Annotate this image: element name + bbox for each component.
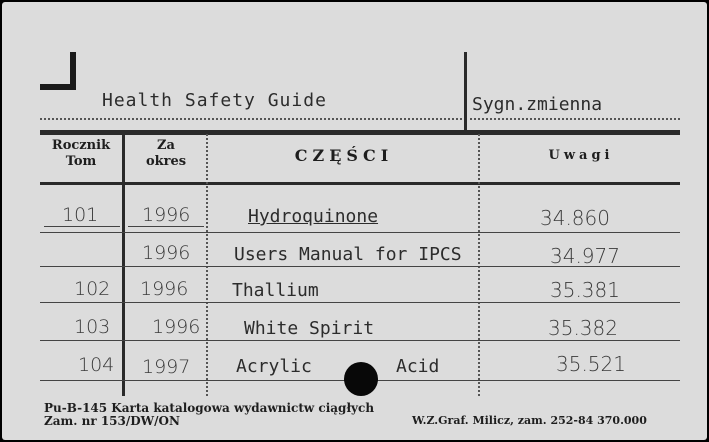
table-top-rule xyxy=(40,130,680,135)
row1-uwagi: 34.860 xyxy=(540,206,610,230)
footer-line2-left: Zam. nr 153/DW/ON xyxy=(44,414,180,428)
header-bottom-rule xyxy=(40,182,680,185)
row2-czesci: Users Manual for IPCS xyxy=(234,244,462,265)
footer-line2-right: W.Z.Graf. Milicz, zam. 252-84 370.000 xyxy=(412,414,647,427)
row3-uwagi: 35.381 xyxy=(550,278,620,302)
punch-hole xyxy=(344,362,378,396)
row2-okres: 1996 xyxy=(142,242,191,264)
row1-czesci: Hydroquinone xyxy=(248,206,379,227)
signature-underline xyxy=(470,118,680,120)
row5-czesci: Acrylic xyxy=(236,356,312,377)
row4-uwagi: 35.382 xyxy=(548,316,618,340)
row1-rocznik: 101 xyxy=(62,204,99,226)
row3-czesci: Thallium xyxy=(232,280,319,301)
row1-okres-underline xyxy=(128,226,204,227)
row5-uwagi: 35.521 xyxy=(556,352,626,376)
row5-czesci-extra: Acid xyxy=(396,356,440,377)
row3-rocznik: 102 xyxy=(74,278,111,300)
col-okres-line2: okres xyxy=(145,154,187,169)
col-uwagi-label: Uwagi xyxy=(548,148,614,163)
card-title: Health Safety Guide xyxy=(102,90,327,111)
title-underline xyxy=(40,118,462,120)
row1-okres: 1996 xyxy=(142,204,191,226)
row1-rocznik-underline xyxy=(44,226,120,227)
header-divider xyxy=(464,52,467,132)
row-rule-3 xyxy=(40,302,680,303)
corner-mark-base xyxy=(40,84,76,90)
row4-okres: 1996 xyxy=(152,316,201,338)
row5-rocznik: 104 xyxy=(78,354,115,376)
row3-okres: 1996 xyxy=(140,278,189,300)
col-rocznik-label xyxy=(40,138,122,170)
col-czesci-label: CZĘŚCI xyxy=(294,146,394,165)
col-rocznik-line2: Tom xyxy=(65,154,97,169)
col-divider-1 xyxy=(122,134,125,396)
col-rocznik-line1: Rocznik xyxy=(51,138,111,153)
row5-okres: 1997 xyxy=(142,356,191,378)
row2-uwagi: 34.977 xyxy=(550,244,620,268)
row4-czesci: White Spirit xyxy=(244,318,375,339)
row-rule-1 xyxy=(40,232,680,233)
col-okres-label xyxy=(126,138,206,170)
footer-line1: Pu-B-145 Karta katalogowa wydawnictw ciągłych xyxy=(44,401,375,415)
row-rule-4 xyxy=(40,340,680,341)
row4-rocznik: 103 xyxy=(74,316,111,338)
signature-label: Sygn.zmienna xyxy=(472,94,603,115)
col-divider-2 xyxy=(206,134,208,396)
col-okres-line1: Za xyxy=(157,138,175,153)
col-divider-3 xyxy=(478,134,480,396)
